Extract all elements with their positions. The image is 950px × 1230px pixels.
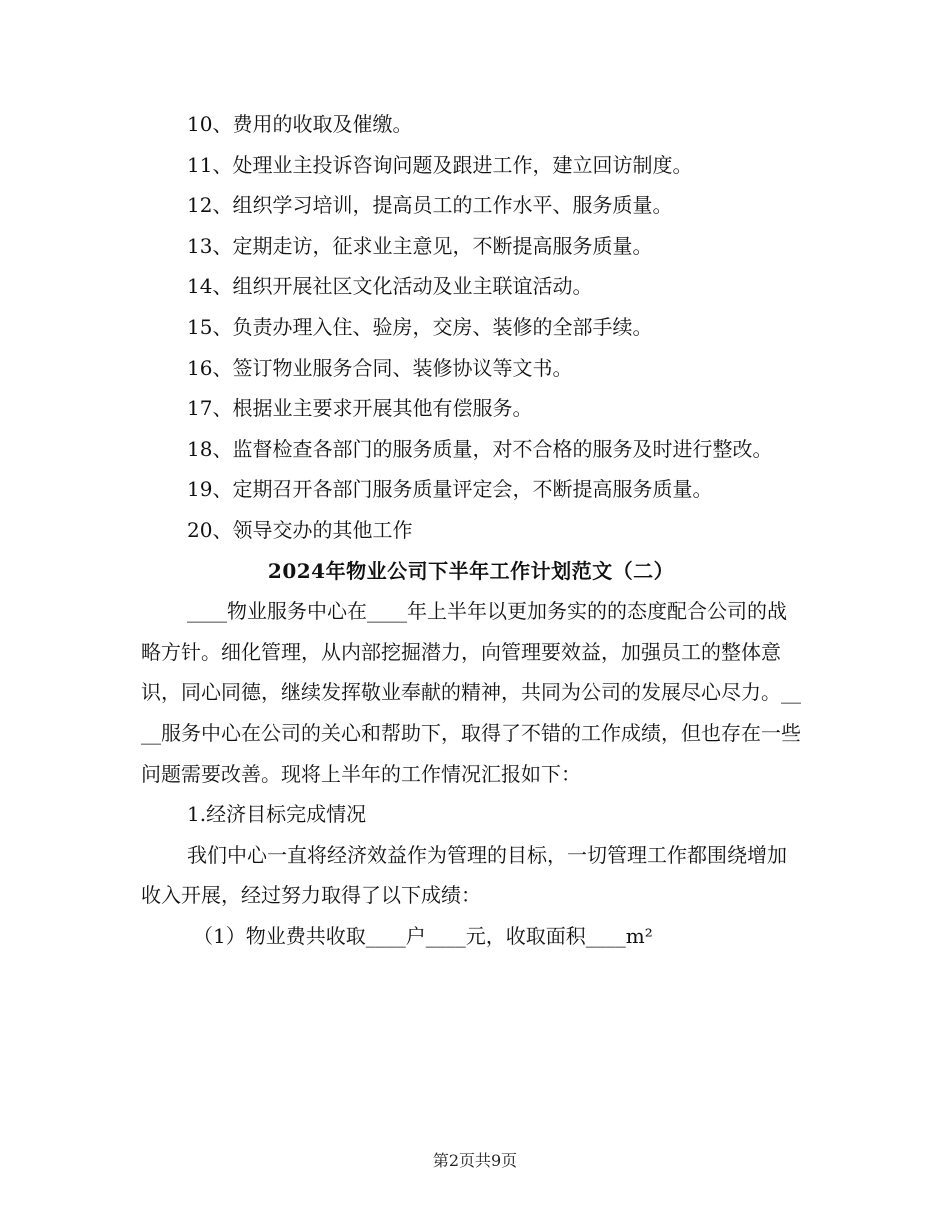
list-item: 11、处理业主投诉咨询问题及跟进工作，建立回访制度。 — [187, 152, 693, 177]
section-paragraph: 我们中心一直将经济效益作为管理的目标，一切管理工作都围绕增加收入开展，经过努力取得了以下成绩： — [141, 842, 787, 908]
intro-paragraph: ____物业服务中心在____年上半年以更加务实的的态度配合公司的战略方针。细化管理，从内部挖掘潜力，向管理要效益，加强员工的整体意识，同心同德，继续发挥敬业奉献的精神，共同为公司的发展尽心尽力。____服务中心在公司的关心和帮助下，取得了不错的工作成绩，但也存在一些问题需要改善。现将上半年的工作情况汇报如下： — [141, 599, 801, 786]
document-body — [141, 104, 801, 956]
section-item: （1）物业费共收取____户____元，收取面积____m² — [193, 923, 653, 948]
list-item: 15、负责办理入住、验房，交房、装修的全部手续。 — [187, 314, 653, 339]
list-item: 18、监督检查各部门的服务质量，对不合格的服务及时进行整改。 — [187, 436, 773, 461]
page-number: 第2页共9页 — [432, 1151, 518, 1170]
list-item: 14、组织开展社区文化活动及业主联谊活动。 — [187, 274, 593, 299]
list-item: 12、组织学习培训，提高员工的工作水平、服务质量。 — [187, 193, 673, 218]
list-item: 16、签订物业服务合同、装修协议等文书。 — [187, 355, 573, 380]
list-item: 20、领导交办的其他工作 — [187, 517, 413, 542]
section-heading: 1.经济目标完成情况 — [187, 802, 367, 827]
list-item: 13、定期走访，征求业主意见，不断提高服务质量。 — [187, 233, 653, 258]
list-item: 10、费用的收取及催缴。 — [187, 112, 413, 136]
list-item: 17、根据业主要求开展其他有偿服务。 — [187, 396, 533, 421]
section-title: 2024年物业公司下半年工作计划范文（二） — [267, 558, 675, 583]
list-item: 19、定期召开各部门服务质量评定会，不断提高服务质量。 — [187, 477, 713, 502]
